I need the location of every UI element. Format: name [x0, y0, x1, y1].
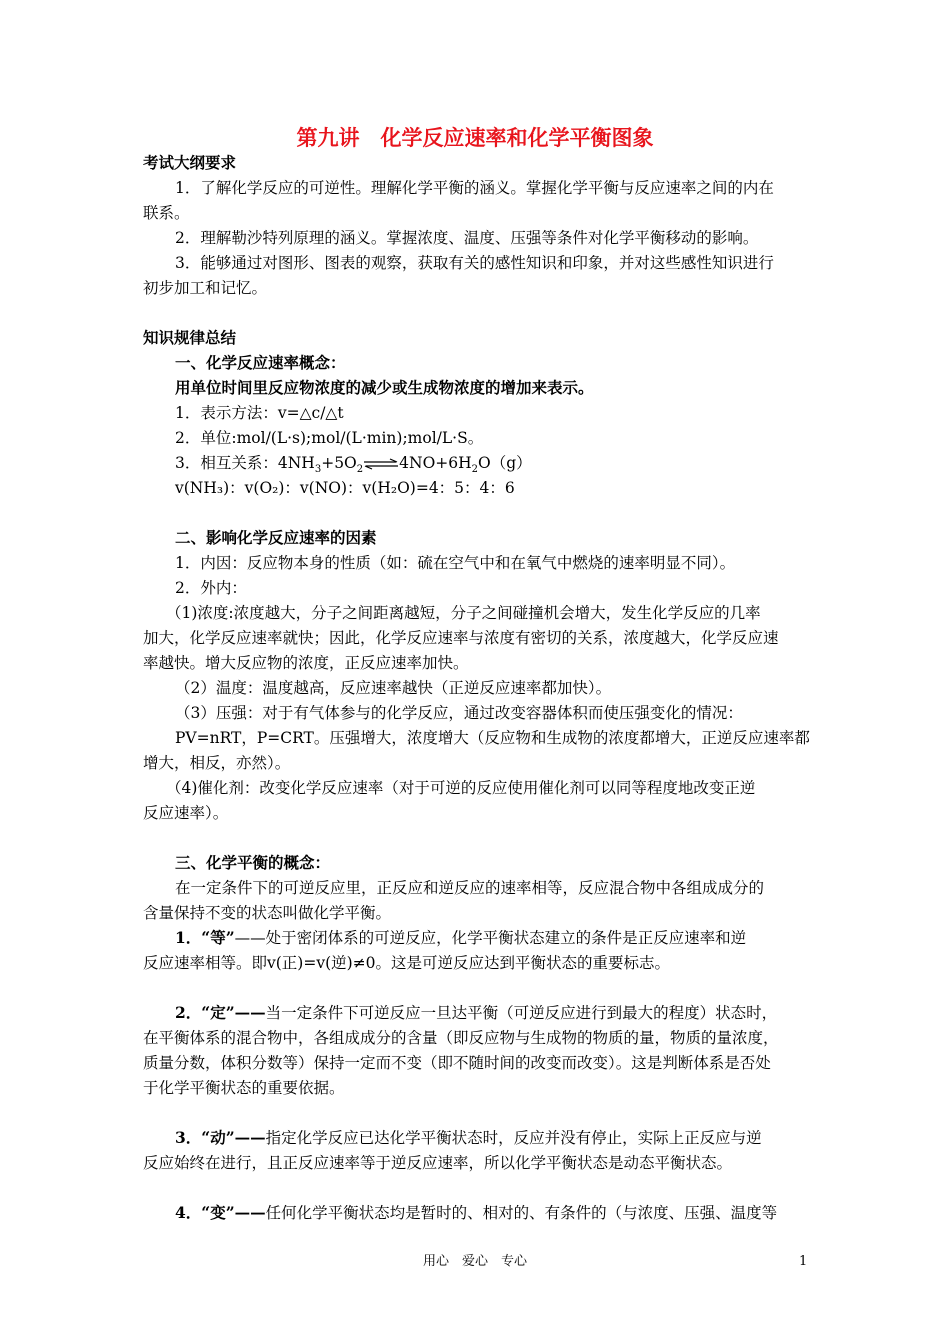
paragraph-line: （4)催化剂：改变化学反应速率（对于可逆的反应使用催化剂可以同等程度地改变正逆	[166, 779, 756, 797]
reversible-arrow-icon	[363, 458, 399, 470]
equation-prefix: 3．相互关系：	[175, 454, 278, 472]
paragraph-line: 2．单位:mol/(L·s);mol/(L·min);mol/L·S。	[175, 429, 484, 447]
paragraph-line: 联系。	[143, 204, 190, 222]
paragraph-line: 率越快。增大反应物的浓度，正反应速率加快。	[143, 654, 469, 672]
rate-ratio: v(NH₃)：v(O₂)：v(NO)：v(H₂O)=4：5：4：6	[175, 479, 515, 497]
paragraph-line	[175, 1003, 777, 1023]
paragraph-line: 1．了解化学反应的可逆性。理解化学平衡的涵义。掌握化学平衡与反应速率之间的内在	[175, 179, 774, 197]
subsection-heading: 二、影响化学反应速率的因素	[175, 528, 377, 547]
paragraph-line: 增大，相反，亦然）。	[143, 754, 291, 772]
subscript: 3	[314, 464, 322, 476]
paragraph-line: 反应速率）。	[143, 804, 229, 822]
paragraph-line: 反应速率相等。即v(正)=v(逆)≠0。这是可逆反应达到平衡状态的重要标志。	[143, 954, 671, 972]
paragraph-line: 反应始终在进行，且正反应速率等于逆反应速率，所以化学平衡状态是动态平衡状态。	[143, 1154, 733, 1172]
paragraph-line: 2．理解勒沙特列原理的涵义。掌握浓度、温度、压强等条件对化学平衡移动的影响。	[175, 229, 759, 247]
point-text: ——处于密闭体系的可逆反应，化学平衡状态建立的条件是正反应速率和逆	[234, 929, 747, 947]
point-text: 指定化学反应已达化学平衡状态时，反应并没有停止，实际上正反应与逆	[265, 1129, 762, 1147]
paragraph-line: 3．能够通过对图形、图表的观察，获取有关的感性知识和印象，并对这些感性知识进行	[175, 254, 774, 272]
paragraph-line: PV=nRT，P=CRT。压强增大，浓度增大（反应物和生成物的浓度都增大，正逆反应速率都	[175, 729, 810, 747]
point-text: 任何化学平衡状态均是暂时的、相对的、有条件的（与浓度、压强、温度等	[265, 1204, 778, 1222]
paragraph-line: 1．内因：反应物本身的性质（如：硫在空气中和在氧气中燃烧的速率明显不同）。	[175, 554, 736, 572]
section-heading-exam-outline: 考试大纲要求	[143, 153, 237, 172]
equation-lhs: 4NH	[277, 454, 315, 472]
paragraph-line: （2）温度：温度越高，反应速率越快（正逆反应速率都加快）。	[175, 679, 612, 697]
page-number: 1	[799, 1254, 808, 1269]
paragraph-line	[175, 928, 746, 948]
point-text: 当一定条件下可逆反应一旦达平衡（可逆反应进行到最大的程度）状态时，	[265, 1004, 778, 1022]
paragraph-line: （3）压强：对于有气体参与的化学反应，通过改变容器体积而使压强变化的情况：	[175, 704, 743, 722]
paragraph-line: 于化学平衡状态的重要依据。	[143, 1079, 345, 1097]
paragraph-line: 含量保持不变的状态叫做化学平衡。	[143, 904, 392, 922]
equation-mid: +5O	[321, 454, 357, 472]
page-title: 第九讲 化学反应速率和化学平衡图象	[296, 125, 654, 150]
page-footer: 用心 爱心 专心	[422, 1254, 527, 1269]
point-heading: 2．“定”——	[175, 1003, 266, 1022]
paragraph-line: 1．表示方法：v=△c/△t	[175, 404, 344, 422]
equation-end: O（g）	[478, 454, 532, 472]
section-heading-summary: 知识规律总结	[143, 328, 237, 347]
paragraph-line: 初步加工和记忆。	[143, 279, 268, 297]
point-heading: 4．“变”——	[175, 1203, 266, 1222]
paragraph-line: 加大，化学反应速率就快；因此，化学反应速率与浓度有密切的关系，浓度越大，化学反应速	[143, 629, 779, 647]
paragraph-line: 在平衡体系的混合物中，各组成成分的含量（即反应物与生成物的物质的量，物质的量浓度，	[143, 1029, 779, 1047]
paragraph-line	[175, 1128, 762, 1148]
point-heading: 3．“动”——	[175, 1128, 266, 1147]
reaction-equation	[175, 453, 532, 476]
point-heading: 1．“等”	[175, 928, 235, 947]
subscript: 2	[356, 464, 364, 476]
equation-rhs: 4NO+6H	[399, 454, 472, 472]
subscript: 2	[471, 464, 479, 476]
paragraph-line: 在一定条件下的可逆反应里，正反应和逆反应的速率相等，反应混合物中各组成成分的	[175, 879, 765, 897]
subsection-heading: 三、化学平衡的概念：	[175, 853, 331, 872]
definition-line: 用单位时间里反应物浓度的减少或生成物浓度的增加来表示。	[175, 378, 594, 397]
subsection-heading: 一、化学反应速率概念：	[175, 353, 346, 372]
paragraph-line: （1)浓度:浓度越大，分子之间距离越短，分子之间碰撞机会增大，发生化学反应的几率	[166, 604, 761, 622]
paragraph-line: 质量分数，体积分数等）保持一定而不变（即不随时间的改变而改变）。这是判断体系是否处	[143, 1054, 771, 1072]
paragraph-line	[175, 1203, 777, 1223]
paragraph-line: 2．外内：	[175, 579, 247, 597]
